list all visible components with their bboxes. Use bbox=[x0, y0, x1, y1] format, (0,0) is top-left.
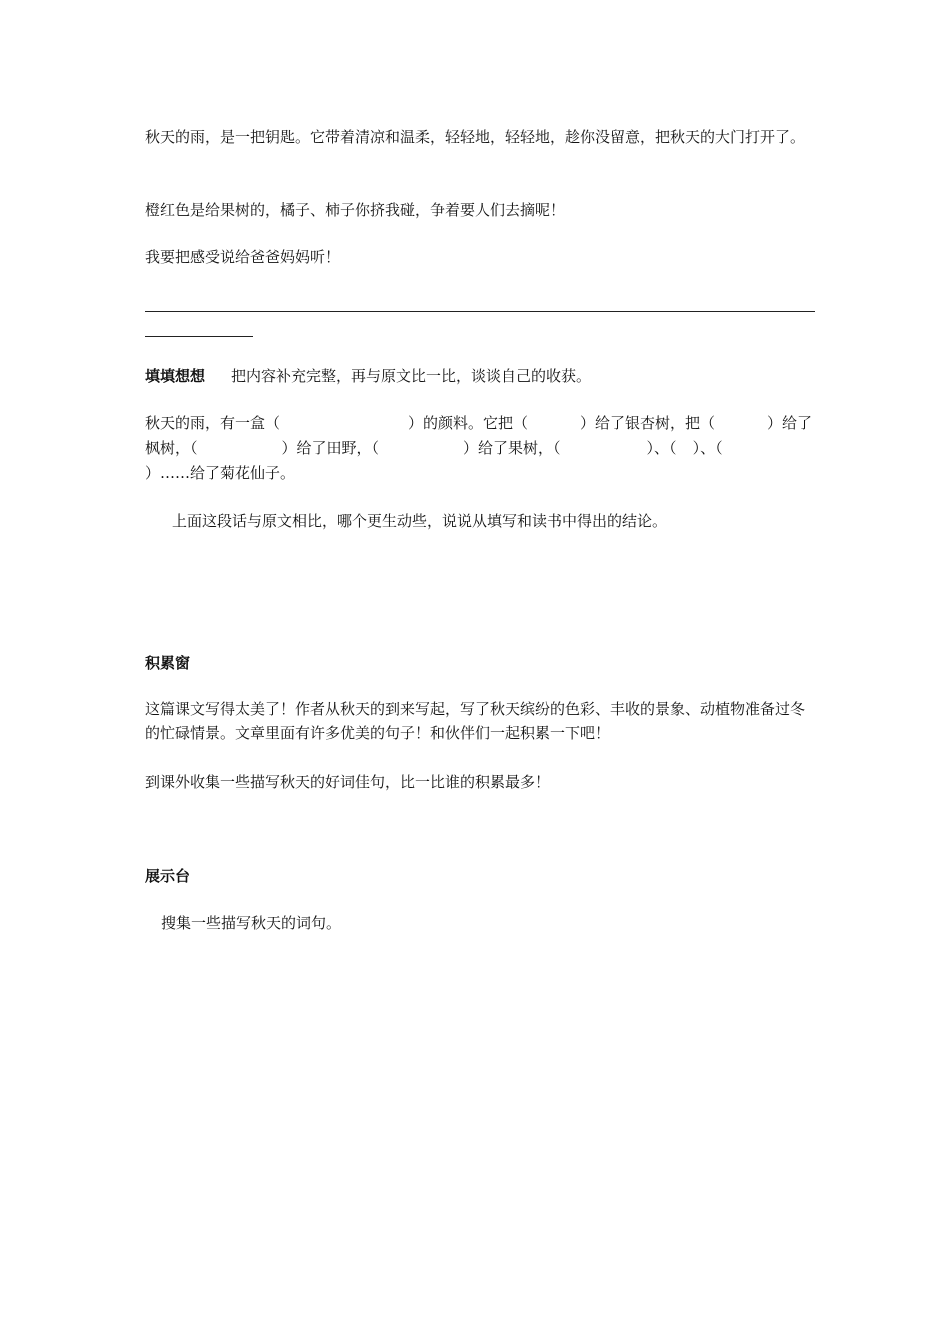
fill-section-header bbox=[145, 364, 815, 388]
accumulate-heading: 积累窗 bbox=[145, 654, 191, 672]
accumulate-text: 这篇课文写得太美了！作者从秋天的到来写起，写了秋天缤纷的色彩、丰收的景象、动植物准备过冬的忙碌情景。文章里面有许多优美的句子！和伙伴们一起积累一下吧！ bbox=[145, 700, 806, 742]
display-text: 搜集一些描写秋天的词句。 bbox=[161, 914, 342, 932]
accumulate-task: 到课外收集一些描写秋天的好词佳句，比一比谁的积累最多！ bbox=[145, 773, 551, 791]
paragraph-tell-parents: 我要把感受说给爸爸妈妈听！ bbox=[145, 248, 341, 266]
paragraph-autumn-rain-key: 秋天的雨，是一把钥匙。它带着清凉和温柔，轻轻地，轻轻地，趁你没留意，把秋天的大门打开了。 bbox=[145, 128, 806, 146]
cloze-segment: ）……给了菊花仙子。 bbox=[145, 464, 296, 482]
cloze-segment: 秋天的雨，有一盒（ bbox=[145, 414, 281, 432]
answer-line-2 bbox=[145, 336, 253, 337]
answer-line-1 bbox=[145, 311, 815, 312]
fill-section-instruction: 把内容补充完整，再与原文比一比，谈谈自己的收获。 bbox=[231, 367, 592, 385]
cloze-segment: ）给了银杏树，把（ bbox=[580, 414, 716, 432]
fill-section-heading: 填填想想 bbox=[145, 367, 206, 385]
display-heading: 展示台 bbox=[145, 867, 191, 885]
cloze-segment: ）、（ bbox=[646, 439, 677, 457]
cloze-segment: ）的颜料。它把（ bbox=[408, 414, 529, 432]
compare-question: 上面这段话与原文相比，哪个更生动些，说说从填写和读书中得出的结论。 bbox=[172, 512, 668, 530]
cloze-segment: ）给了枫树，（ bbox=[145, 414, 813, 457]
paragraph-orange-red: 橙红色是给果树的，橘子、柿子你挤我碰，争着要人们去摘呢！ bbox=[145, 201, 566, 219]
cloze-segment: ）给了田野，（ bbox=[281, 439, 380, 457]
cloze-paragraph bbox=[145, 411, 815, 486]
cloze-segment: ）、（ bbox=[692, 439, 723, 457]
cloze-segment: ）给了果树，（ bbox=[463, 439, 561, 457]
